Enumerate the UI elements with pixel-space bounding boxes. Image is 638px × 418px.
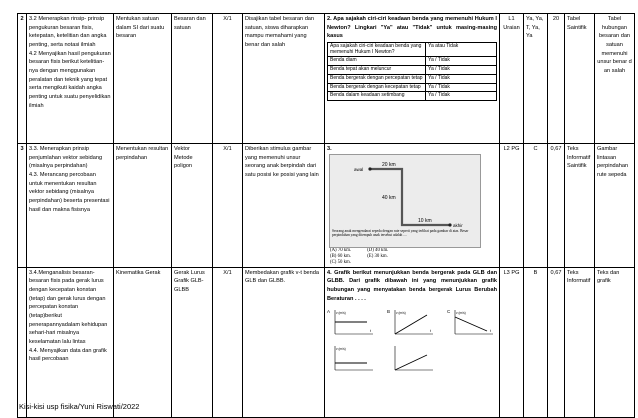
graph-letter-b: B [387, 309, 391, 315]
soal-number: 3. [327, 146, 332, 152]
option-d: (D) 40 km. [367, 247, 389, 253]
bentuk: Teks Informatif Saintifik [565, 144, 595, 268]
option-c: (C) 50 km. [330, 259, 351, 265]
soal-table-row [328, 74, 497, 83]
kd-text: 3.2 Menerapkan rinsip- prinsip pengukuran besaran fisis, ketepatan, ketelitian dan angka penting, serta notasi ilmiah 4.2 Menyajikan hasil pengukuran besaran fisis berikut ketelitian-nya dengan menggunakan peralatan dan teknik yang tepat serta mengikuti kaidah angka penting untuk suatu penyelidikan ilmiah [29, 16, 111, 109]
soal-table-answer: Ya / Tidak [426, 83, 497, 92]
kisi-kisi-table [17, 13, 635, 418]
option-b: (B) 60 km. [330, 253, 351, 259]
page-footer: Kisi-kisi usp fisika/Yuni Riswati/2022 [19, 402, 140, 411]
option-e: (E) 30 km. [367, 253, 388, 259]
soal-table-case: Benda tepat akan meluncur [328, 66, 426, 75]
route-image [329, 154, 481, 248]
graph-option-e [387, 343, 435, 373]
graph-option-b [387, 307, 435, 337]
level: L1 Uraian [500, 14, 524, 144]
graph-options-lower [327, 343, 497, 373]
soal-table-case: Benda bergerak dengan kecepatan tetap [328, 83, 426, 92]
graph-option-a [327, 307, 375, 337]
kelas-semester: X/1 [213, 144, 243, 268]
soal-table [327, 42, 497, 101]
options-block [330, 248, 497, 266]
kunci: B [524, 267, 548, 417]
map-label-mid: 40 km [382, 194, 396, 201]
axis-label-y: v (m/s) [396, 311, 406, 316]
soal-table-row [328, 66, 497, 75]
map-label-start: awal [354, 166, 364, 172]
level: L2 PG [500, 144, 524, 268]
soal-table-case: Benda diam [328, 57, 426, 66]
soal-table-answer: Ya / Tidak [426, 66, 497, 75]
soal-table-case: Benda bergerak dengan percepatan tetap [328, 74, 426, 83]
soal-table-answer: Ya / Tidak [426, 92, 497, 101]
axis-label-y: v (m/s) [336, 347, 346, 352]
waktu: 20 [548, 14, 565, 144]
axis-label-x: t [430, 329, 431, 334]
kd-text: 3.3. Menerapkan prinsip penjumlahan vektor sebidang (misalnya perpindahan) 4.3. Merancang percobaan untuk menentukan resultan vektor sebidang (misalnya perpindahan) beserta presentasi hasil dan makna fisisnya [29, 146, 110, 213]
soal-table-row [328, 42, 497, 57]
soal-table-row [328, 57, 497, 66]
indikator: Disajikan tabel besaran dan satuan, siswa diharapkan mampu memahami yang benar dan salah [243, 14, 325, 144]
graph-option-c [447, 307, 495, 337]
graph-letter-c: C [447, 309, 451, 315]
soal-table-case: Apa sajakah ciri-ciri keadaan benda yang memenuhi Hukum I Newton? [328, 42, 426, 57]
graph-option-d [327, 343, 375, 373]
table-row [18, 144, 635, 268]
soal-table-answer: Ya / Tidak [426, 57, 497, 66]
axis-label-x: t [490, 329, 491, 334]
bentuk: Teks Informatif [565, 267, 595, 417]
axis-label-x: t [370, 329, 371, 334]
soal-cell [325, 14, 500, 144]
map-label-top: 20 km [382, 161, 396, 168]
soal-table-row [328, 83, 497, 92]
sub-materi: Besaran dan satuan [172, 14, 213, 144]
soal-cell [325, 144, 500, 268]
row-number: 3 [18, 144, 27, 268]
soal-table-row [328, 92, 497, 101]
kelas-semester: X/1 [213, 14, 243, 144]
table-row [18, 267, 635, 417]
row-number: 2 [18, 14, 27, 144]
table-row [18, 14, 635, 144]
axis-label-y: v (m/s) [456, 311, 466, 316]
kompetensi-dasar [27, 144, 114, 268]
soal-table-answer: Ya atau Tidak [426, 42, 497, 57]
kompetensi-dasar [27, 267, 114, 417]
materi: Menentukan resultan perpindahan [114, 144, 172, 268]
option-a: (A) 70 km. [330, 247, 352, 253]
route-map [330, 155, 480, 247]
materi: Mentukan satuan dalam SI dari suatu besaran [114, 14, 172, 144]
sub-materi: Vektor Metode poligon [172, 144, 213, 268]
materi: Kinematika Gerak [114, 267, 172, 417]
kunci: Ya, Ya, T, Ya, Ya [524, 14, 548, 144]
waktu: 0,67 [548, 267, 565, 417]
axis-label-y: v (m/s) [336, 311, 346, 316]
bentuk: Tabel Saintifik [565, 14, 595, 144]
sub-materi: Gerak Lurus Grafik GLB- GLBB [172, 267, 213, 417]
graph-options [327, 307, 497, 337]
keterangan: Gambar lintasan perpindahan rute sepeda [595, 144, 635, 268]
indikator: Diberikan stimulus gambar yang memenuhi unsur seorang anak berpindah dari satu posisi ke posisi yang lain [243, 144, 325, 268]
row-number [18, 267, 27, 417]
graph-letter-a: A [327, 309, 331, 315]
kd-text: 3.4.Menganalisis besaran-besaran fisis pada gerak lurus dengan kecepatan konstan (tetap) dan gerak lurus dengan percepatan konstan (tetap)berikut penerapannyadalam kehidupan sehari-hari misalnya keselamatan lalu lintas 4.4. Menyajikan data dan grafik hasil percobaan [29, 269, 108, 363]
level: L3 PG [500, 267, 524, 417]
kunci: C [524, 144, 548, 268]
soal-cell [325, 267, 500, 417]
soal-text: Seorang anak mengendarai sepeda dengan rute seperti yang terlihat pada gambar di atas. Besar perpindahan yang ditempuh anak tersebut adalah .... [332, 228, 469, 237]
kompetensi-dasar [27, 14, 114, 144]
soal-table-answer: Ya / Tidak [426, 74, 497, 83]
soal-table-case: Benda dalam keadaan setimbang [328, 92, 426, 101]
keterangan: Tabel hubungan besaran dan satuan memenuhi unsur benar d an salah [595, 14, 635, 144]
waktu: 0,67 [548, 144, 565, 268]
kelas-semester: X/1 [213, 267, 243, 417]
indikator: Membedakan grafik v-t benda GLB dan GLBB. [243, 267, 325, 417]
keterangan: Teks dan grafik [595, 267, 635, 417]
map-label-bottom: 10 km [418, 217, 432, 224]
soal-text: 2. Apa sajakah ciri-ciri keadaan benda yang memenuhi Hukum I Newton? Lingkari "Ya" atau "Tidak" untuk masing-masing kasus [327, 16, 497, 40]
map-label-end: akhir [453, 222, 463, 228]
soal-text: 4. Grafik berikut menunjukkan benda bergerak pada GLB dan GLBB. Dari grafik dibawah ini yang menunjukkan grafik hubungan yang menyatakan benda bergerak Lurus Berubah Beraturan . . . . [327, 269, 497, 302]
